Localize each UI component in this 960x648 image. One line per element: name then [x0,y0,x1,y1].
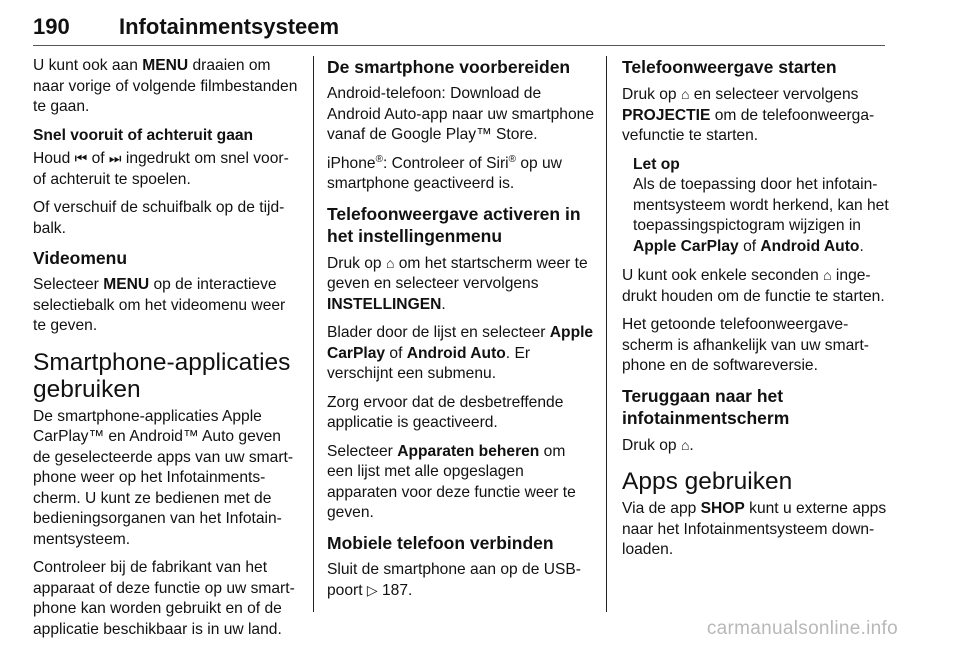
paragraph-menu-turn: U kunt ook aan MENU draaien om naar vorige of volgende filmbestanden te gaan. [33,57,298,115]
projection-label: PROJECTIE [622,106,711,124]
paragraph-videomenu: Selecteer MENU op de interactieve selectiebalk om het videomenu weer te geven. [33,276,286,334]
page-number: 190 [33,14,70,39]
menu-control-label: MENU [103,276,150,293]
paragraph-manufacturer-check: Controleer bij de fabrikant van het apparaat of deze functie op uw smartphone kan worden gebruikt en of de applicatie beschikbaar is in uw land. [33,559,295,638]
paragraph-depends-software: Het getoonde telefoonweergavescherm is afhankelijk van uw smartphone en de softwareversie. [622,316,869,374]
apple-carplay-label: Apple CarPlay [633,237,739,255]
heading-videomenu: Videomenu [33,248,128,268]
column-divider-2 [606,56,607,612]
skip-back-icon: ⏮ [74,150,88,166]
paragraph-iphone-siri: iPhone®: Controleer of Siri® op uw smartphone geactiveerd is. [327,153,562,192]
heading-snel-vooruit: Snel vooruit of achteruit gaan [33,126,254,144]
apple-carplay-label: Apple CarPlay [327,324,594,362]
heading-use-apps: Apps gebruiken [622,468,793,495]
running-title: Infotainmentsysteem [119,14,340,39]
paragraph-hold-home: U kunt ook enkele seconden ⌂ ingedrukt houden om de functie te starten. [622,267,885,305]
home-icon: ⌂ [385,254,395,271]
paragraph-timeline: Of verschuif de schuifbalk op de tijdbalk. [33,199,285,237]
settings-label: INSTELLINGEN [327,295,442,313]
paragraph-settings: Druk op ⌂ om het startscherm weer te geven en selecteer vervolgens INSTELLINGEN. [327,254,588,313]
shop-label: SHOP [700,500,745,517]
registered-mark: ® [375,153,383,165]
paragraph-select-app: Blader door de lijst en selecteer Apple CarPlay of Android Auto. Er verschijnt een submenu. [327,324,594,382]
home-icon: ⌂ [680,86,690,102]
header-rule [33,45,885,46]
heading-smartphone-apps: Smartphone-applicaties gebruiken [33,348,291,403]
watermark: carmanualsonline.info [706,618,898,639]
column-2 [327,56,595,610]
column-3 [622,56,890,569]
heading-activate-projection: Telefoonweergave activeren in het instellingenmenu [327,203,581,246]
paragraph-app-activated: Zorg ervoor dat de desbetreffende applicatie is geactiveerd. [327,393,564,431]
skip-forward-icon: ⏭ [108,150,122,166]
manage-devices-label: Apparaten beheren [397,442,540,460]
column-1 [33,56,301,648]
paragraph-press-home: Druk op ⌂. [622,436,694,454]
heading-start-projection: Telefoonweergave starten [622,57,837,77]
note-box: Let op Als de toepassing door het infotainmentsysteem wordt herkend, kan het toepassingspictogram wijzigen in Apple CarPlay of Android Auto. [633,155,889,255]
menu-control-label: MENU [142,57,189,74]
home-icon: ⌂ [823,267,832,283]
paragraph-projection: Druk op ⌂ en selecteer vervolgens PROJECTIE om de telefoonweergavefunctie te starten. [622,86,875,144]
paragraph-fast-forward: Houd ⏮ of ⏭ ingedrukt om snel voor- of achteruit te spoelen. [33,150,289,188]
note-label: Let op [633,155,680,173]
page-header [33,4,885,44]
heading-return-infotainment: Teruggaan naar het infotainmentscherm [622,385,790,428]
heading-connect-phone: Mobiele telefoon verbinden [327,532,554,553]
android-auto-label: Android Auto [406,344,506,362]
paragraph-android-download: Android-telefoon: Download de Android Auto-app naar uw smartphone vanaf de Google Play™ Store. [327,85,594,143]
android-auto-label: Android Auto [760,237,860,255]
paragraph-carplay-intro: De smartphone-applicaties Apple CarPlay™ en Android™ Auto geven de geselecteerde apps van uw smartphone weer op het Infotainmentscherm. U kunt ze bedienen met de bedieningsorganen van het Infotainmentsysteem. [33,407,294,548]
heading-prepare-smartphone: De smartphone voorbereiden [327,57,571,77]
cross-reference-arrow-icon: ▷ [366,582,378,598]
column-divider-1 [313,56,314,612]
registered-mark: ® [508,153,516,165]
paragraph-usb: Sluit de smartphone aan op de USB-poort ▷ 187. [327,560,581,599]
paragraph-manage-devices: Selecteer Apparaten beheren om een lijst met alle opgeslagen apparaten voor deze functie weer te geven. [327,442,576,521]
home-icon: ⌂ [680,436,690,453]
paragraph-shop: Via de app SHOP kunt u externe apps naar het Infotainmentsysteem downloaden. [622,500,887,558]
